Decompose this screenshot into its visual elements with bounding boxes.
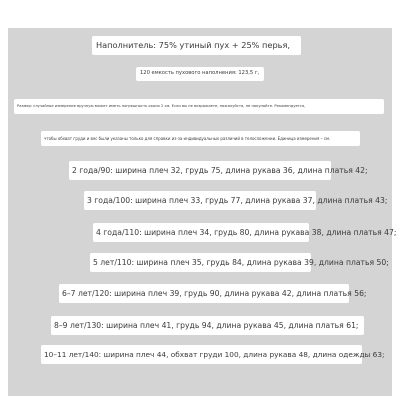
size-row-10-11y: 10–11 лет/140: ширина плеч 44, обхват груди 100, длина рукава 48, длина одежды 63; [41, 345, 362, 364]
size-row-3y: 3 года/100: ширина плеч 33, грудь 77, длина рукава 37, длина платья 43; [84, 191, 316, 210]
size-row-8-9y: 8–9 лет/130: ширина плеч 41, грудь 94, длина рукава 45, длина платья 61; [51, 316, 364, 335]
filler-line: Наполнитель: 75% утиный пух + 25% перья, [92, 36, 301, 55]
size-note-line: Размер: случайное измерение вручную может иметь погрешность около 2 см. Если вы не возражаете, пожалуйста, не покупайте. Рекомендуется, [14, 99, 384, 114]
size-row-5y: 5 лет/110: ширина плеч 35, грудь 84, длина рукава 39, длина платья 50; [90, 253, 311, 272]
measure-note-line: чтобы обхват груди и вес были указаны только для справки из-за индивидуальных различий в телосложении. Единица измерения – см. [41, 131, 360, 146]
size-row-2y: 2 года/90: ширина плеч 32, грудь 75, длина рукава 36, длина платья 42; [69, 161, 331, 180]
size-row-6-7y: 6–7 лет/120: ширина плеч 39, грудь 90, длина рукава 42, длина платья 56; [59, 284, 349, 303]
size-row-4y: 4 года/110: ширина плеч 34, грудь 80, длина рукава 38, длина платья 47; [93, 223, 309, 242]
info-panel [8, 28, 392, 396]
down-capacity-line: 120 емкость пухового наполнения: 123,5 г, [136, 67, 264, 81]
